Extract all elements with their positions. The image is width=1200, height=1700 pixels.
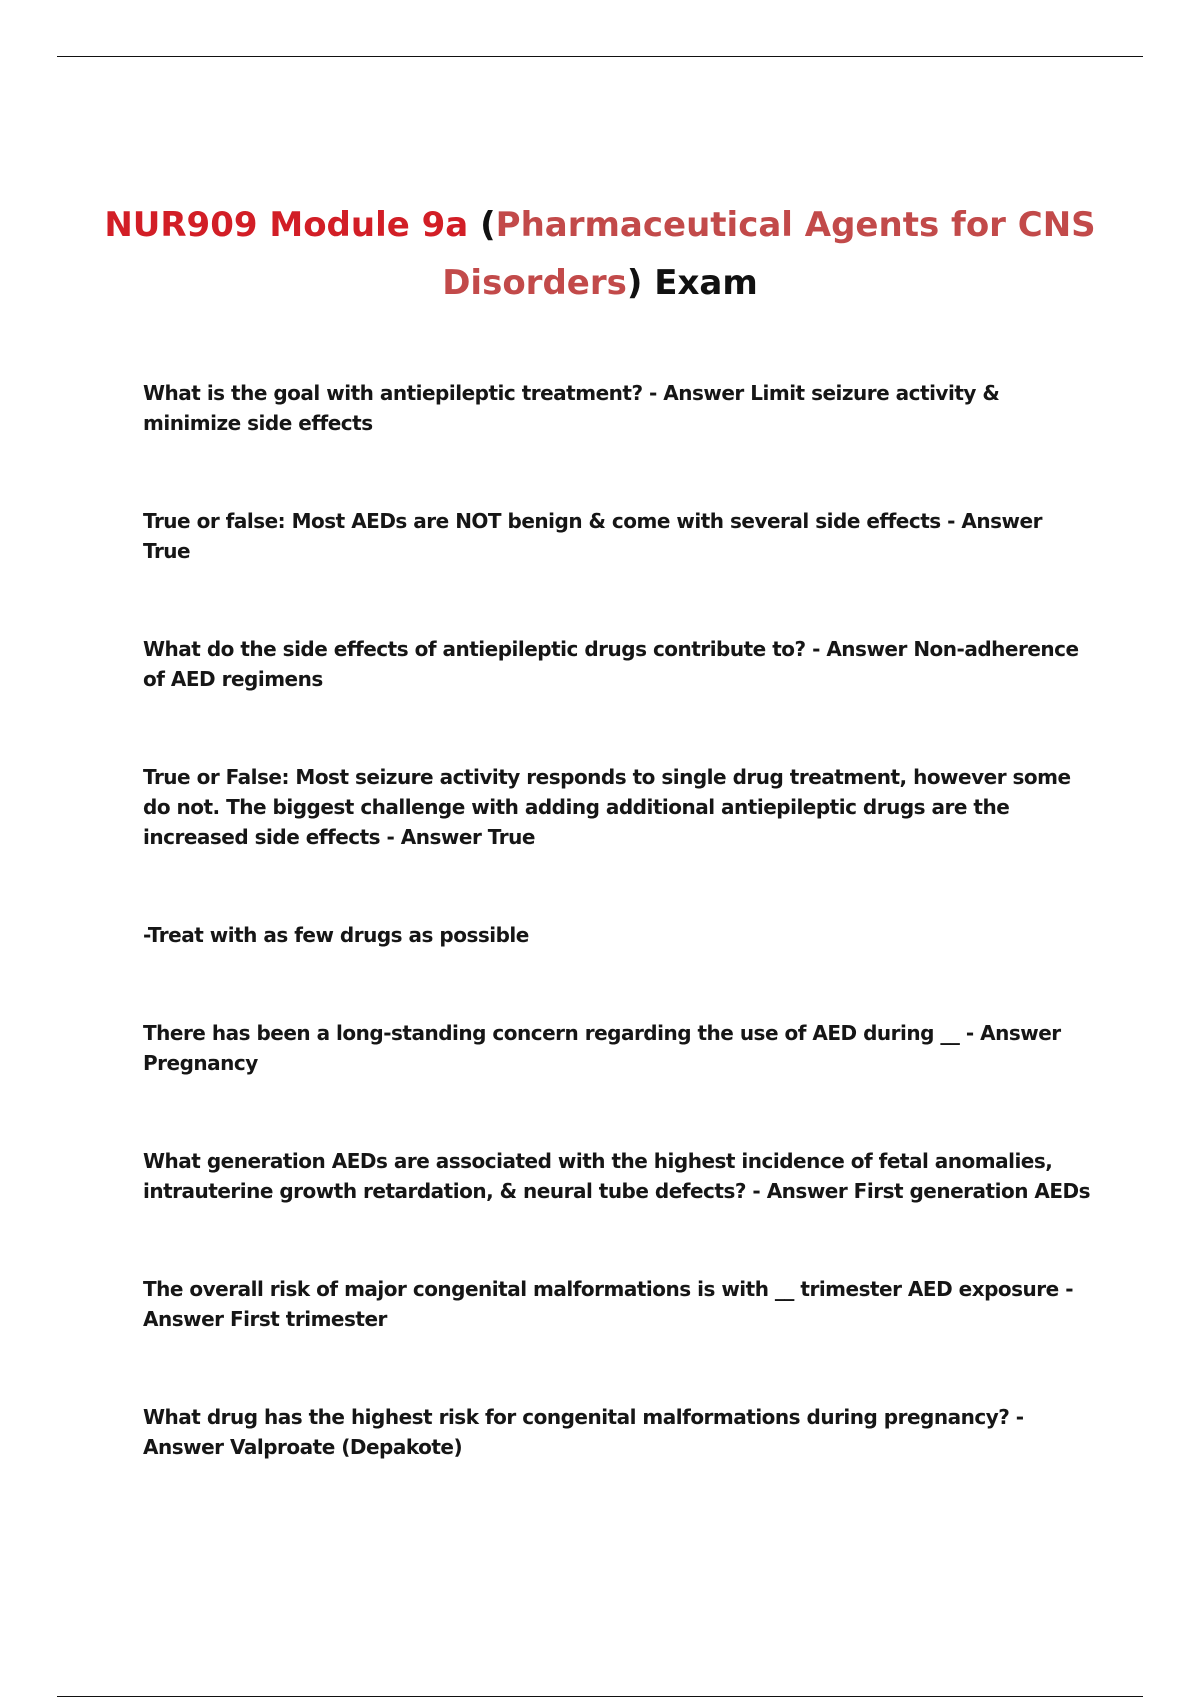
title-topic: Pharmaceutical Agents for CNS Disorders (442, 205, 1096, 303)
title-open-paren: ( (480, 205, 496, 245)
top-rule (57, 56, 1143, 57)
qa-item: What is the goal with antiepileptic treatment? - Answer Limit seizure activity & minimize side effects (143, 381, 1000, 435)
qa-item: -Treat with as few drugs as possible (143, 923, 529, 947)
qa-item: True or False: Most seizure activity responds to single drug treatment, however some do not. The biggest challenge with adding additional antiepileptic drugs are the increased side effects - Answer True (143, 765, 1071, 849)
qa-item: The overall risk of major congenital malformations is with __ trimester AED exposure - Answer First trimester (143, 1277, 1073, 1331)
qa-item: True or false: Most AEDs are NOT benign & come with several side effects - Answer True (143, 509, 1042, 563)
qa-item: What generation AEDs are associated with the highest incidence of fetal anomalies, intrauterine growth retardation, & neural tube defects? - Answer First generation AEDs (143, 1149, 1091, 1203)
title-course: NUR909 Module 9a (104, 205, 469, 245)
title-exam: Exam (654, 263, 758, 303)
question-answer-list (143, 378, 1093, 1530)
qa-item: There has been a long-standing concern regarding the use of AED during __ - Answer Pregnancy (143, 1021, 1061, 1075)
qa-item: What do the side effects of antiepileptic drugs contribute to? - Answer Non-adherence of AED regimens (143, 637, 1079, 691)
bottom-rule (57, 1696, 1143, 1697)
title-close-paren: ) (626, 263, 643, 303)
page-title (100, 196, 1100, 312)
qa-item: What drug has the highest risk for congenital malformations during pregnancy? - Answer Valproate (Depakote) (143, 1405, 1024, 1459)
